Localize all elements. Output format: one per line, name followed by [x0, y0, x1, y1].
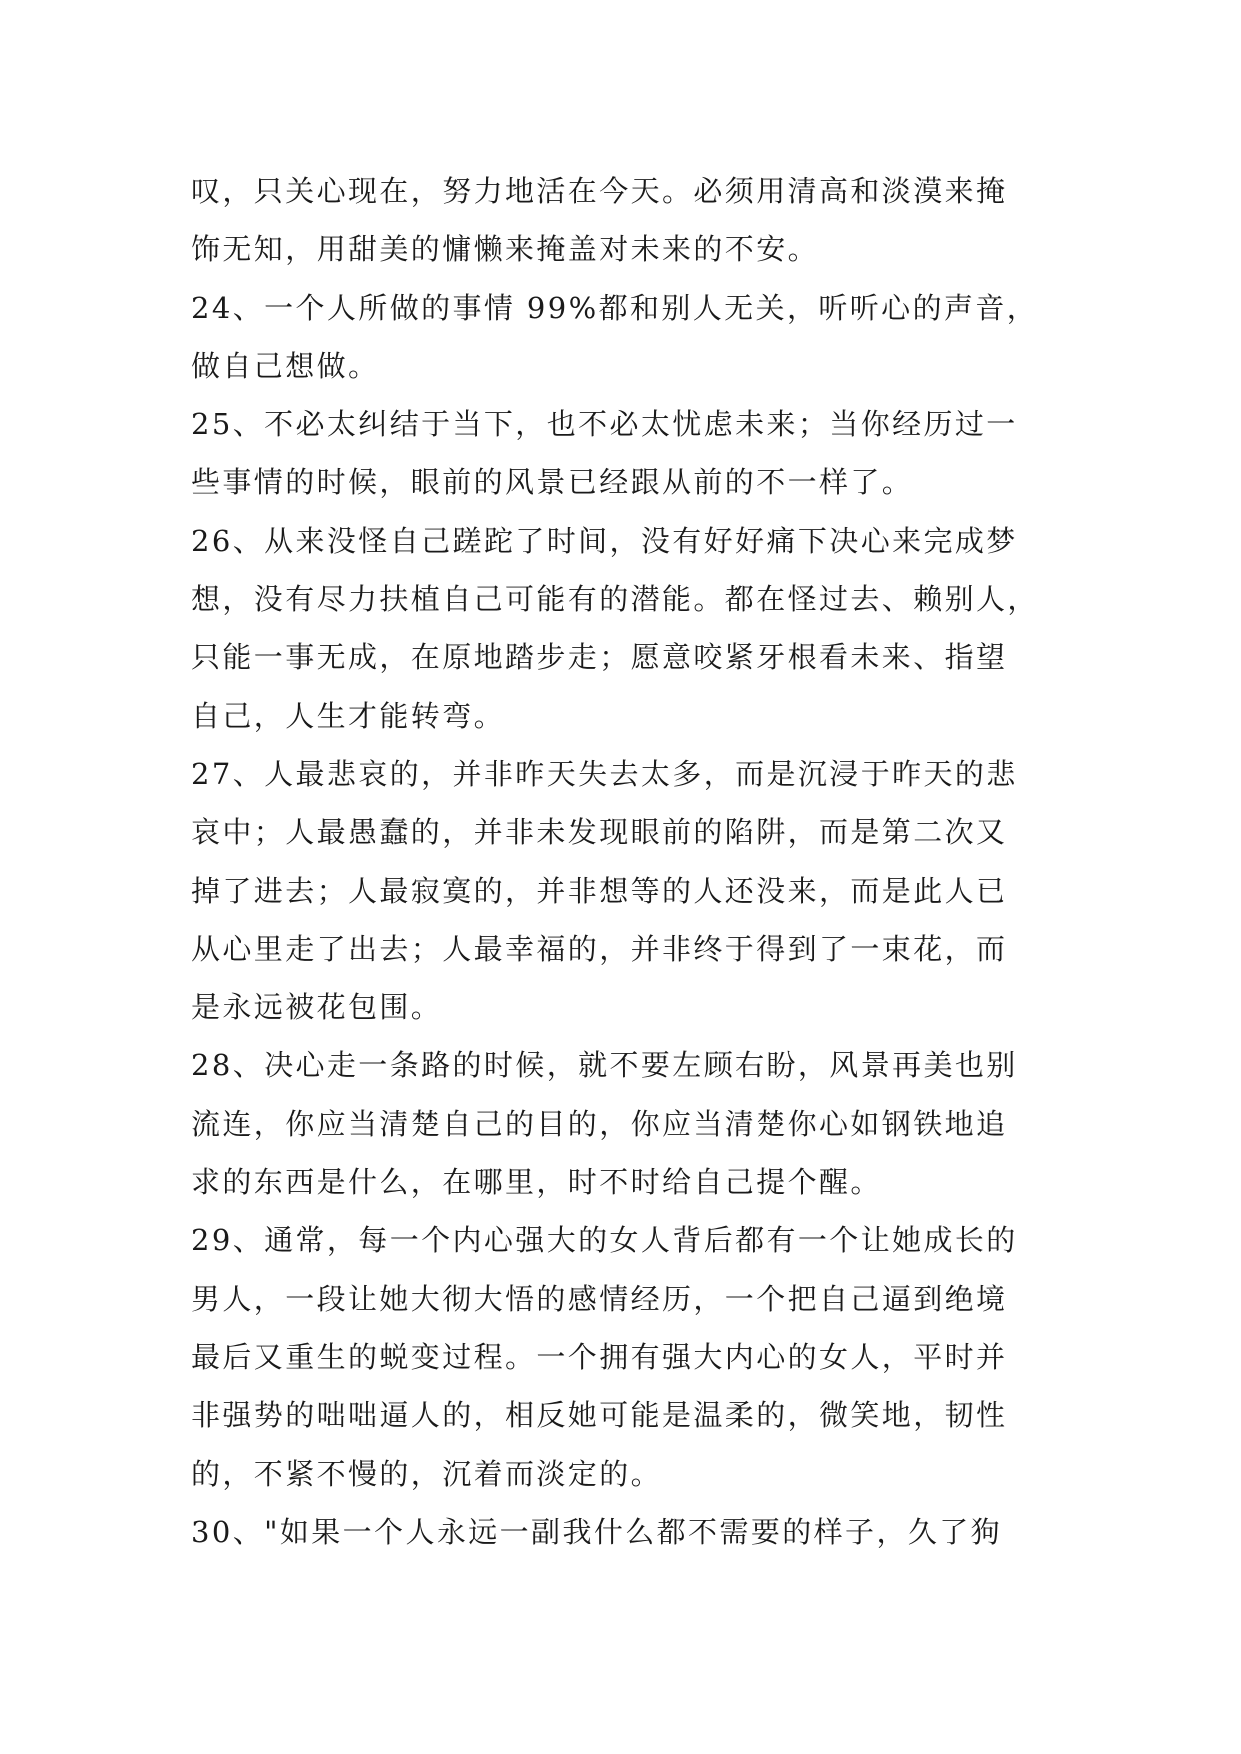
text-line: 25、不必太纠结于当下，也不必太忧虑未来；当你经历过一 — [191, 407, 1018, 442]
text-line: 26、从来没怪自己蹉跎了时间，没有好好痛下决心来完成梦 — [191, 523, 1018, 558]
text-line: 哀中；人最愚蠢的，并非未发现眼前的陷阱，而是第二次又 — [191, 815, 1008, 850]
text-line: 些事情的时候，眼前的风景已经跟从前的不一样了。 — [191, 465, 914, 500]
text-line: 想，没有尽力扶植自己可能有的潜能。都在怪过去、赖别人， — [191, 582, 1039, 617]
text-line: 从心里走了出去；人最幸福的，并非终于得到了一束花，而 — [191, 931, 1008, 966]
text-line: 30、"如果一个人永远一副我什么都不需要的样子，久了狗 — [191, 1514, 1003, 1549]
text-line: 男人，一段让她大彻大悟的感情经历，一个把自己逼到绝境 — [191, 1281, 1008, 1316]
text-line: 流连，你应当清楚自己的目的，你应当清楚你心如钢铁地追 — [191, 1106, 1008, 1141]
text-line: 叹，只关心现在，努力地活在今天。必须用清高和淡漠来掩 — [191, 174, 1008, 208]
text-line: 是永远被花包围。 — [191, 990, 443, 1025]
text-line: 最后又重生的蜕变过程。一个拥有强大内心的女人，平时并 — [191, 1339, 1008, 1374]
text-line: 28、决心走一条路的时候，就不要左顾右盼，风景再美也别 — [191, 1048, 1018, 1083]
text-line: 的，不紧不慢的，沉着而淡定的。 — [191, 1456, 663, 1491]
text-line: 做自己想做。 — [191, 348, 380, 383]
text-line: 掉了进去；人最寂寞的，并非想等的人还没来，而是此人已 — [191, 873, 1008, 908]
text-line: 自己，人生才能转弯。 — [191, 698, 506, 733]
text-line: 只能一事无成，在原地踏步走；愿意咬紧牙根看未来、指望 — [191, 640, 1008, 675]
text-line: 饰无知，用甜美的慵懒来掩盖对未来的不安。 — [191, 232, 820, 267]
text-line: 27、人最悲哀的，并非昨天失去太多，而是沉浸于昨天的悲 — [191, 756, 1018, 791]
text-line: 29、通常，每一个内心强大的女人背后都有一个让她成长的 — [191, 1223, 1018, 1258]
text-line: 24、一个人所做的事情 99%都和别人无关，听听心的声音， — [191, 290, 1039, 325]
body-text — [191, 162, 1051, 1561]
text-line: 求的东西是什么，在哪里，时不时给自己提个醒。 — [191, 1165, 882, 1200]
text-line: 非强势的咄咄逼人的，相反她可能是温柔的，微笑地，韧性 — [191, 1398, 1008, 1433]
